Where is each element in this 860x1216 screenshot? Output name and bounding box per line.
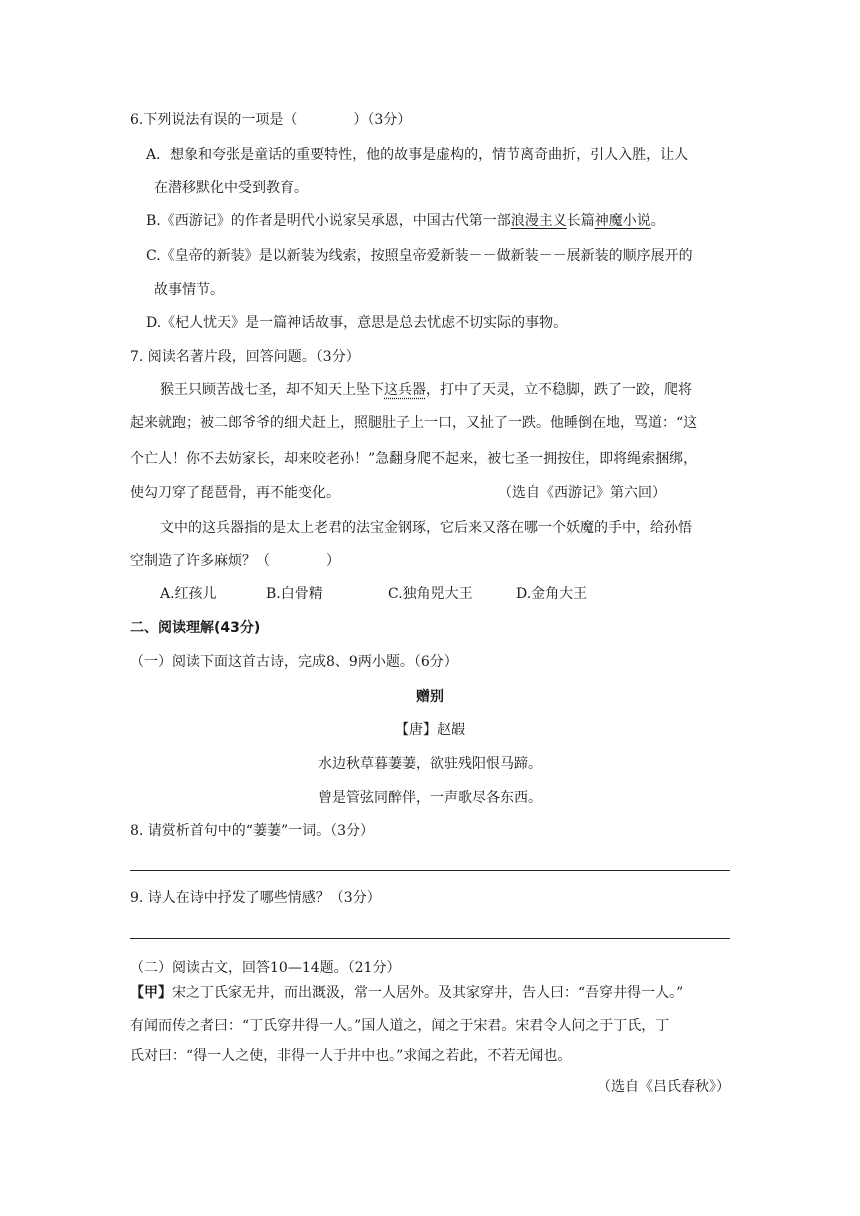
q9-answer-line [130,938,730,939]
q7-option-c: C.独角兕大王 [388,586,473,602]
q6-underline-shenmo: 神魔小说 [594,213,651,229]
poem-author: 【唐】赵嘏 [395,722,465,738]
q7-source: （选自《西游记》第六回） [498,485,666,501]
passage-jia-text: 宋之丁氏家无井，而出溉汲，常一人居外。及其家穿井，告人曰：“吾穿井得一人。” [172,985,684,1001]
q7-emphasis-weapon: 这兵器 [384,382,426,398]
poem-title: 赠别 [416,689,444,705]
q7-passage-text-2: ，打中了天灵，立不稳脚，跌了一跤，爬将 [426,382,692,398]
q6-option-b-text: B.《西游记》的作者是明代小说家吴承恩，中国古代第一部 [146,213,511,229]
q6-option-d: D.《杞人忧天》是一篇神话故事，意思是总去忧虑不切实际的事物。 [146,315,568,331]
q6-option-b-mid: 长篇 [566,213,595,229]
passage-jia-line2: 有闻而传之者曰：“丁氏穿井得一人。”国人道之，闻之于宋君。宋君令人问之于丁氏，丁 [130,1018,670,1034]
q7-option-b: B.白骨精 [266,586,323,602]
q6-underline-romanticism: 浪漫主义 [510,213,567,229]
section2-part2-instruction: （二）阅读古文，回答10—14题。（21分） [130,960,401,976]
q6-option-c: C.《皇帝的新装》是以新装为线索，按照皇帝爱新装－－做新装－－展新装的顺序展开的 [146,248,693,264]
q6-option-b-end: 。 [650,213,665,229]
q7-question-line1: 文中的这兵器指的是太上老君的法宝金钢琢，它后来又落在哪一个妖魔的手中，给孙悟 [160,520,692,536]
q7-passage-line2: 起来就跑；被二郎爷爷的细犬赶上，照腿肚子上一口，又扯了一跌。他睡倒在地，骂道：“这 [130,415,698,431]
q6-option-a: A．想象和夸张是童话的重要特性，他的故事是虚构的，情节离奇曲折，引人入胜，让人 [146,147,689,163]
q7-passage-text: 猴王只顾苦战七圣，却不知天上坠下 [160,382,384,398]
passage-jia-line1 [130,983,683,1003]
q6-option-b [146,211,665,231]
q7-passage-line3: 个亡人！你不去妨家长，却来咬老孙！”急翻身爬不起来，被七圣一拥按住，即将绳索捆绑， [130,451,698,467]
q7-option-d: D.金角大王 [516,586,588,602]
q7-option-a: A.红孩儿 [160,586,217,602]
section2-part1-instruction: （一）阅读下面这首古诗，完成8、9两小题。（6分） [130,654,458,670]
section2-title: 二、阅读理解(43分) [130,620,261,636]
q7-question-line2: 空制造了许多麻烦？（ ） [130,553,340,569]
passage-jia-source: （选自《吕氏春秋》） [597,1079,730,1095]
q7-stem: 7. 阅读名著片段，回答问题。（3分） [130,349,360,365]
poem-line2: 曾是管弦同醉伴，一声歌尽各东西。 [318,790,542,806]
q8-stem: 8. 请赏析首句中的“萋萋”一词。（3分） [130,823,375,839]
passage-jia-line3: 氏对曰：“得一人之使，非得一人于井中也。”求闻之若此，不若无闻也。 [130,1048,572,1064]
q7-passage-line1 [160,380,692,400]
q6-stem: 6.下列说法有误的一项是（ ）（3分） [130,112,412,128]
q9-stem: 9. 诗人在诗中抒发了哪些情感？（3分） [130,890,381,906]
q8-answer-line [130,870,730,871]
q6-option-a-cont: 在潜移默化中受到教育。 [154,180,308,196]
passage-jia-label: 【甲】 [130,985,172,1001]
q6-option-c-cont: 故事情节。 [154,282,224,298]
poem-line1: 水边秋草暮萋萋，欲驻残阳恨马蹄。 [318,756,542,772]
q7-passage-line4: 使勾刀穿了琵琶骨，再不能变化。 [130,485,340,501]
